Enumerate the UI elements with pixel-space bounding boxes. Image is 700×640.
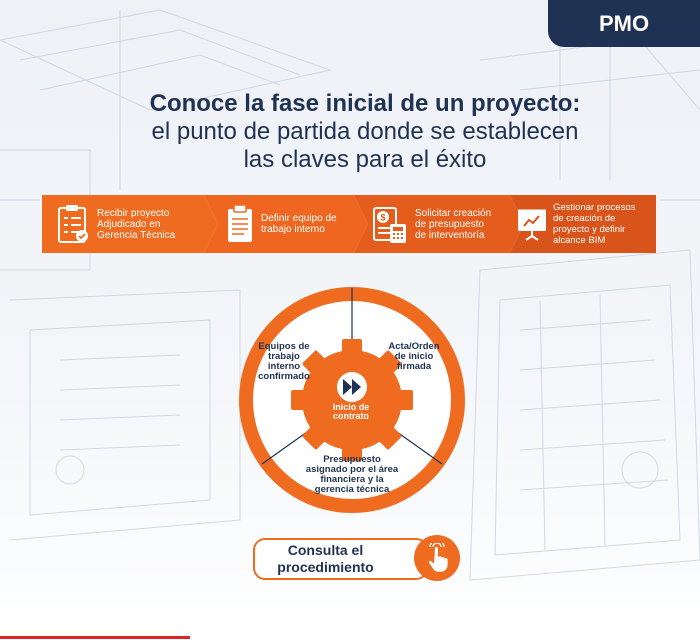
step-1-line: Adjudicado en xyxy=(97,218,161,230)
step-4-line: alcance BIM xyxy=(553,235,606,246)
checklist-icon xyxy=(56,204,90,244)
cta-label-line: Consulta el xyxy=(287,542,364,558)
step-1 xyxy=(56,195,206,253)
segment-label-budget xyxy=(296,455,408,495)
step-2-line: Definir equipo de xyxy=(261,213,337,224)
pmo-badge xyxy=(548,0,700,47)
budget-calculator-icon xyxy=(372,204,408,244)
segment-label-line: asignado por el área xyxy=(305,464,399,475)
step-4-line: Gestionar procesos xyxy=(553,202,636,213)
page-title xyxy=(60,90,670,174)
segment-label-line: firmada xyxy=(396,361,432,372)
fast-forward-icon xyxy=(337,372,367,402)
segment-label-team xyxy=(246,342,322,382)
consult-procedure-button[interactable] xyxy=(253,538,428,580)
step-3-line: de interventoría xyxy=(415,229,485,241)
segment-label-line: Equipos de xyxy=(258,341,310,352)
step-2 xyxy=(226,195,366,253)
cta-icon-button[interactable] xyxy=(414,535,460,581)
segment-label-line: Acta/Orden xyxy=(388,341,440,352)
segment-label-line: confirmado xyxy=(258,371,310,382)
step-4-line: de creación de xyxy=(553,213,616,224)
title-line-1: Conoce la fase inicial de un proyecto: xyxy=(149,90,581,117)
cycle-center-label xyxy=(316,403,386,421)
hand-pointer-icon xyxy=(422,543,452,573)
step-4-line: proyecto y definir xyxy=(553,224,626,235)
title-line-3: las claves para el éxito xyxy=(243,146,487,173)
step-4-text xyxy=(548,202,635,246)
process-steps xyxy=(42,195,656,253)
step-2-line: trabajo interno xyxy=(261,224,325,235)
step-3-text xyxy=(408,208,491,241)
step-1-line: Recibir proyecto xyxy=(97,207,170,219)
step-3 xyxy=(372,195,522,253)
footer-band xyxy=(0,605,700,640)
segment-label-acta xyxy=(378,342,450,372)
segment-label-line: interno xyxy=(267,361,301,372)
step-2-text xyxy=(254,213,337,235)
step-1-text xyxy=(90,208,175,241)
segment-label-line: gerencia técnica xyxy=(314,484,390,495)
title-line-2: el punto de partida donde se establecen xyxy=(151,118,579,145)
presentation-board-icon xyxy=(516,206,548,242)
cta-label-line: procedimiento xyxy=(277,559,374,575)
segment-label-line: de inicio xyxy=(394,351,434,362)
step-3-line: Solicitar creación xyxy=(415,207,492,219)
segment-label-line: Presupuesto xyxy=(323,454,381,465)
step-3-line: de presupuesto xyxy=(415,218,484,230)
pmo-badge-label: PMO xyxy=(598,10,650,36)
step-1-line: Gerencia Técnica xyxy=(97,229,176,241)
center-label-line: contrato xyxy=(333,411,369,421)
footer-accent-line xyxy=(0,636,190,639)
step-4 xyxy=(516,195,656,253)
clipboard-icon xyxy=(226,204,254,244)
svg-text:$: $ xyxy=(380,212,386,223)
center-label-line: Inicio de xyxy=(332,402,370,412)
segment-label-line: trabajo xyxy=(268,351,300,362)
segment-label-line: financiera y la xyxy=(320,474,384,485)
